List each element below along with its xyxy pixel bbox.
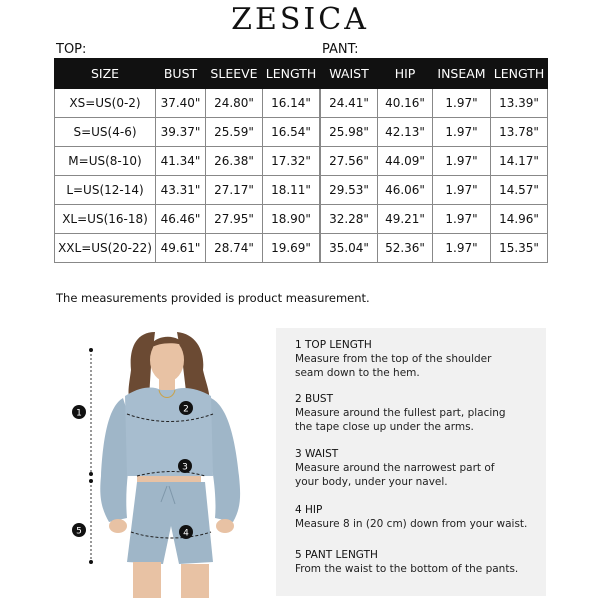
table-cell: 1.97" <box>433 118 491 147</box>
instruction-heading: 4 HIP <box>295 504 323 516</box>
pant-length-start-dot <box>89 479 93 483</box>
table-cell: 49.61" <box>156 234 206 263</box>
table-cell: 41.34" <box>156 147 206 176</box>
instruction-pant-length <box>295 548 518 576</box>
pant-size-table <box>320 58 548 263</box>
table-cell: 13.39" <box>491 89 548 118</box>
instruction-text: Measure from the top of the shoulder <box>295 353 492 365</box>
table-cell: 14.96" <box>491 205 548 234</box>
model-illustration <box>55 326 275 598</box>
sweater <box>125 388 213 476</box>
table-cell: 46.46" <box>156 205 206 234</box>
right-leg <box>181 564 209 598</box>
pant-table-row <box>321 147 548 176</box>
table-cell: 24.80" <box>206 89 263 118</box>
marker-1-label: 1 <box>76 408 82 419</box>
top-table-row <box>55 147 320 176</box>
top-size-table <box>54 58 320 263</box>
col-header-waist: WAIST <box>321 59 378 89</box>
table-cell: 44.09" <box>378 147 433 176</box>
top-table-row <box>55 118 320 147</box>
table-cell: 18.90" <box>263 205 320 234</box>
pant-table-row <box>321 234 548 263</box>
table-cell: 1.97" <box>433 205 491 234</box>
table-cell: 15.35" <box>491 234 548 263</box>
table-cell: 1.97" <box>433 147 491 176</box>
table-cell: 27.95" <box>206 205 263 234</box>
brand-logo: ZESICA <box>231 2 369 37</box>
instruction-text: Measure around the narrowest part of <box>295 462 495 474</box>
table-cell: 18.11" <box>263 176 320 205</box>
instruction-top-length <box>295 338 491 380</box>
table-cell: 46.06" <box>378 176 433 205</box>
table-cell: 27.17" <box>206 176 263 205</box>
table-cell: 1.97" <box>433 234 491 263</box>
table-cell: XL=US(16-18) <box>55 205 156 234</box>
table-cell: 43.31" <box>156 176 206 205</box>
table-cell: XXL=US(20-22) <box>55 234 156 263</box>
instruction-hip <box>295 503 527 531</box>
marker-5-label: 5 <box>76 526 82 537</box>
pant-table-row <box>321 176 548 205</box>
instruction-text: From the waist to the bottom of the pants. <box>295 563 519 575</box>
pant-section-label: PANT: <box>322 42 359 57</box>
table-cell: 19.69" <box>263 234 320 263</box>
col-header-inseam: INSEAM <box>433 59 491 89</box>
top-table-row <box>55 176 320 205</box>
table-cell: 35.04" <box>321 234 378 263</box>
top-section-label: TOP: <box>56 42 87 57</box>
table-cell: M=US(8-10) <box>55 147 156 176</box>
midriff <box>137 476 201 482</box>
table-cell: 13.78" <box>491 118 548 147</box>
col-header-bust: BUST <box>156 59 206 89</box>
instruction-text: seam down to the hem. <box>295 367 420 379</box>
left-hand <box>109 519 127 533</box>
marker-4-label: 4 <box>183 528 189 539</box>
top-length-start-dot <box>89 348 93 352</box>
table-cell: 1.97" <box>433 176 491 205</box>
col-header-length: LENGTH <box>263 59 320 89</box>
table-cell: 14.17" <box>491 147 548 176</box>
pant-table-row <box>321 89 548 118</box>
instruction-text: the tape close up under the arms. <box>295 421 474 433</box>
instruction-bust <box>295 392 506 434</box>
table-cell: 25.59" <box>206 118 263 147</box>
table-cell: 26.38" <box>206 147 263 176</box>
neck <box>159 378 175 392</box>
table-cell: 32.28" <box>321 205 378 234</box>
instruction-heading: 3 WAIST <box>295 448 339 460</box>
table-cell: XS=US(0-2) <box>55 89 156 118</box>
pant-table-row <box>321 205 548 234</box>
measurement-instructions-panel <box>276 328 546 596</box>
table-cell: 24.41" <box>321 89 378 118</box>
table-cell: 49.21" <box>378 205 433 234</box>
top-table-header-row <box>55 59 320 89</box>
table-cell: 39.37" <box>156 118 206 147</box>
left-leg <box>133 562 161 598</box>
table-cell: 16.54" <box>263 118 320 147</box>
marker-3-label: 3 <box>182 462 188 473</box>
pant-table-header-row <box>321 59 548 89</box>
measurement-note: The measurements provided is product measurement. <box>56 291 370 305</box>
instruction-heading: 5 PANT LENGTH <box>295 549 378 561</box>
table-cell: 42.13" <box>378 118 433 147</box>
table-cell: 29.53" <box>321 176 378 205</box>
instruction-text: Measure 8 in (20 cm) down from your waist. <box>295 518 528 530</box>
col-header-sleeve: SLEEVE <box>206 59 263 89</box>
table-cell: S=US(4-6) <box>55 118 156 147</box>
table-cell: 25.98" <box>321 118 378 147</box>
table-cell: 37.40" <box>156 89 206 118</box>
pant-length-end-dot <box>89 560 93 564</box>
instruction-heading: 1 TOP LENGTH <box>295 339 372 351</box>
table-cell: 52.36" <box>378 234 433 263</box>
right-hand <box>216 519 234 533</box>
table-cell: 14.57" <box>491 176 548 205</box>
col-header-size: SIZE <box>55 59 156 89</box>
top-table-row <box>55 89 320 118</box>
shorts <box>127 482 213 564</box>
instruction-text: Measure around the fullest part, placing <box>295 407 506 419</box>
instruction-waist <box>295 447 495 489</box>
top-table-row <box>55 205 320 234</box>
table-cell: 16.14" <box>263 89 320 118</box>
table-cell: L=US(12-14) <box>55 176 156 205</box>
top-length-end-dot <box>89 472 93 476</box>
table-cell: 1.97" <box>433 89 491 118</box>
table-cell: 17.32" <box>263 147 320 176</box>
col-header-pant-length: LENGTH <box>491 59 548 89</box>
table-cell: 40.16" <box>378 89 433 118</box>
table-cell: 28.74" <box>206 234 263 263</box>
col-header-hip: HIP <box>378 59 433 89</box>
marker-2-label: 2 <box>183 404 189 415</box>
table-cell: 27.56" <box>321 147 378 176</box>
top-table-row <box>55 234 320 263</box>
instruction-heading: 2 BUST <box>295 393 333 405</box>
pant-table-row <box>321 118 548 147</box>
instruction-text: your body, under your navel. <box>295 476 448 488</box>
